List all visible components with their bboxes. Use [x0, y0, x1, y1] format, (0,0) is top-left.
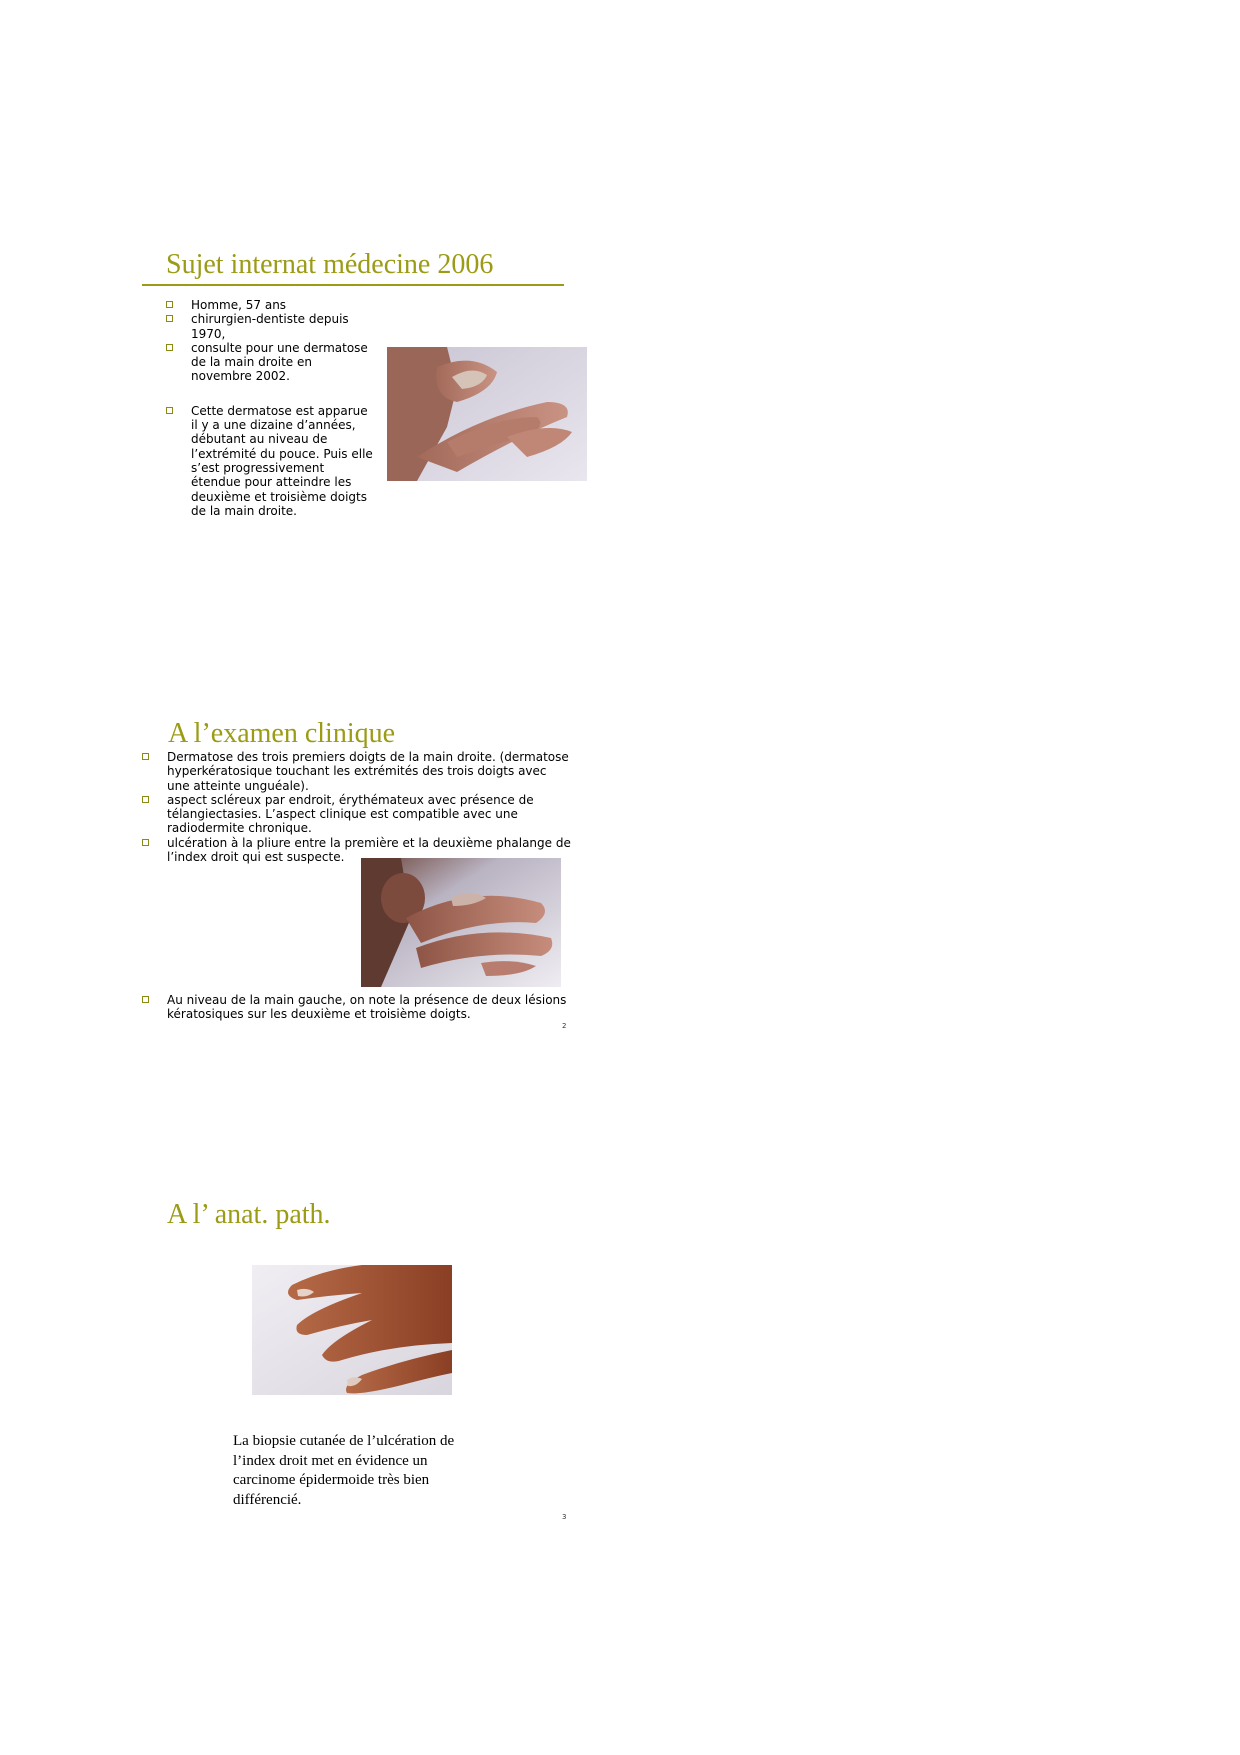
bullet-text: Homme, 57 ans — [191, 298, 287, 312]
bullet-text: Dermatose des trois premiers doigts de la main droite. (dermatose hyperkératosique touchant les extrémités des trois doigts avec une atteinte unguéale). — [167, 750, 569, 793]
hand-photo-index-ulceration — [361, 858, 561, 987]
square-bullet-icon — [142, 753, 149, 760]
hand-photo-thumb-dermatosis — [387, 347, 587, 481]
square-bullet-icon — [166, 301, 173, 308]
list-item — [142, 993, 572, 1022]
title-underline — [142, 284, 564, 286]
list-item — [166, 404, 376, 518]
slide-1-title: Sujet internat médecine 2006 — [166, 249, 494, 280]
list-item — [166, 312, 376, 341]
page-number: 2 — [562, 1022, 567, 1030]
bullet-text: chirurgien-dentiste depuis 1970, — [191, 312, 349, 341]
square-bullet-icon — [142, 839, 149, 846]
slide-2-bullet-list-bottom — [142, 993, 572, 1022]
square-bullet-icon — [166, 344, 173, 351]
list-item — [142, 750, 572, 793]
list-item — [142, 793, 572, 836]
square-bullet-icon — [166, 407, 173, 414]
slide-2-title: A l’examen clinique — [168, 718, 396, 749]
page-number: 3 — [562, 1513, 567, 1521]
square-bullet-icon — [166, 315, 173, 322]
bullet-text: ulcération à la pliure entre la première et la deuxième phalange de l’index droit qui est suspecte. — [167, 835, 571, 865]
square-bullet-icon — [142, 796, 149, 803]
slide-3-title: A l’ anat. path. — [167, 1199, 331, 1230]
slide-2-bullet-list — [142, 750, 572, 864]
list-item — [166, 298, 376, 312]
list-item — [166, 341, 376, 384]
square-bullet-icon — [142, 996, 149, 1003]
bullet-text: aspect scléreux par endroit, érythémateux avec présence de télangiectasies. L’aspect clinique est compatible avec une radiodermite chronique. — [167, 792, 534, 836]
bullet-text: Cette dermatose est apparue il y a une dizaine d’années, débutant au niveau de l’extrémité du pouce. Puis elle s’est progressivement étendue pour atteindre les deuxième et troisième doigts de la main droite. — [191, 403, 373, 518]
slide-1-bullet-list — [166, 298, 376, 518]
biopsy-caption: La biopsie cutanée de l’ulcération de l’index droit met en évidence un carcinome épidermoide très bien différencié. — [233, 1433, 455, 1508]
bullet-text: Au niveau de la main gauche, on note la présence de deux lésions kératosiques sur les deuxième et troisième doigts. — [167, 993, 567, 1022]
hand-photo-left-hand — [252, 1265, 452, 1395]
bullet-text: consulte pour une dermatose de la main droite en novembre 2002. — [191, 340, 368, 384]
